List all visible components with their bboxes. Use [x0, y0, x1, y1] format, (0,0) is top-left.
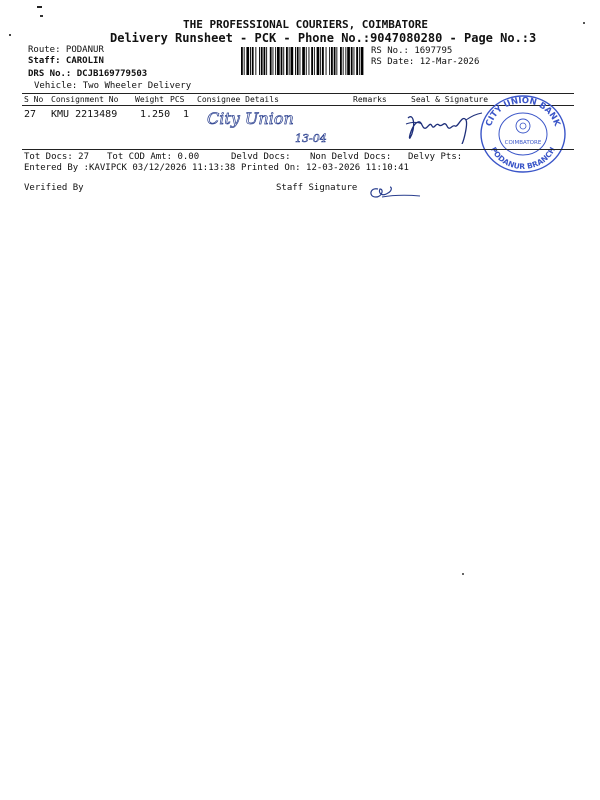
bank-seal-stamp [478, 92, 568, 174]
col-seal-signature: Seal & Signature [411, 95, 489, 104]
barcode-bar [314, 47, 315, 75]
barcode-bar [317, 47, 320, 75]
delvd-docs: Delvd Docs: [231, 152, 291, 162]
barcode-bar [329, 47, 330, 75]
barcode-bar [347, 47, 350, 75]
row-pcs: 1 [183, 109, 190, 120]
barcode-bar [345, 47, 346, 75]
barcode-bar [250, 47, 251, 75]
barcode-bar [336, 47, 337, 75]
row-weight: 1.250 [140, 109, 171, 120]
barcode-bar [359, 47, 360, 75]
col-consignee: Consignee Details [197, 95, 279, 104]
tot-cod-amt: Tot COD Amt: 0.00 [107, 152, 200, 162]
row-sno: 27 [24, 109, 37, 120]
col-weight: Weight [135, 95, 164, 104]
barcode-bar [351, 47, 353, 75]
barcode-bar [275, 47, 276, 75]
barcode-bar [273, 47, 274, 75]
staff-signature [366, 183, 424, 203]
barcode-bar [266, 47, 267, 75]
barcode-bar [281, 47, 283, 75]
barcode-bar [331, 47, 333, 75]
col-sno: S No [24, 95, 44, 104]
totals-rule [22, 149, 574, 150]
col-remarks: Remarks [353, 95, 387, 104]
route-label: Route: PODANUR [28, 45, 104, 55]
drs-label: DRS No.: DCJB169779503 [28, 69, 148, 79]
stamp-middle-text: COIMBATORE [504, 140, 542, 146]
rs-date: RS Date: 12-Mar-2026 [371, 57, 480, 67]
barcode-bar [320, 47, 321, 75]
barcode-bar [283, 47, 284, 75]
staff-signature-label: Staff Signature [276, 183, 358, 193]
barcode [240, 47, 366, 75]
barcode-bar [291, 47, 294, 75]
printed-on: Printed On: 12-03-2026 11:10:41 [241, 163, 409, 173]
delvy-pts: Delvy Pts: [408, 152, 463, 162]
barcode-bar [311, 47, 313, 75]
barcode-bar [244, 47, 245, 75]
handwritten-consignee-line1: City Union [207, 109, 294, 128]
barcode-bar [302, 47, 305, 75]
non-delvd-docs: Non Delvd Docs: [310, 152, 392, 162]
receiver-signature [402, 110, 487, 144]
verified-by: Verified By [24, 183, 84, 193]
entered-by: Entered By :KAVIPCK 03/12/2026 11:13:38 [24, 163, 236, 173]
barcode-bar [340, 47, 342, 75]
barcode-bar [300, 47, 301, 75]
rs-number: RS No.: 1697795 [371, 46, 453, 56]
staff-label: Staff: CAROLIN [28, 56, 104, 66]
row-consignment: KMU 2213489 [51, 109, 118, 120]
barcode-bar [295, 47, 296, 75]
barcode-bar [343, 47, 344, 75]
barcode-bar [252, 47, 254, 75]
handwritten-consignee-line2: 13-04 [295, 132, 327, 145]
barcode-bar [289, 47, 290, 75]
barcode-bar [322, 47, 324, 75]
barcode-bar [334, 47, 336, 75]
vehicle-label: Vehicle: Two Wheeler Delivery [34, 81, 192, 91]
barcode-bar [286, 47, 288, 75]
col-pcs: PCS [170, 95, 185, 104]
handwritten-consignee [205, 108, 355, 146]
barcode-bar [270, 47, 272, 75]
barcode-bar [261, 47, 263, 75]
barcode-bar [241, 47, 243, 75]
company-title: THE PROFESSIONAL COURIERS, COIMBATORE [183, 18, 429, 31]
tot-docs: Tot Docs: 27 [24, 152, 90, 162]
barcode-bar [309, 47, 310, 75]
stamp-top-text: CITY UNION BANK [484, 95, 562, 128]
barcode-bar [255, 47, 256, 75]
stamp-bottom-text: PODANUR BRANCH [488, 145, 558, 172]
barcode-bar [356, 47, 358, 75]
runsheet-subtitle: Delivery Runsheet - PCK - Phone No.:9047080280 - Page No.:3 [110, 31, 537, 45]
barcode-bar [259, 47, 260, 75]
barcode-bar [361, 47, 364, 75]
barcode-bar [277, 47, 280, 75]
barcode-bar [246, 47, 249, 75]
barcode-bar [354, 47, 355, 75]
barcode-bar [264, 47, 266, 75]
col-consignment: Consignment No [51, 95, 119, 104]
barcode-bar [326, 47, 327, 75]
barcode-bar [297, 47, 299, 75]
barcode-bar [306, 47, 307, 75]
